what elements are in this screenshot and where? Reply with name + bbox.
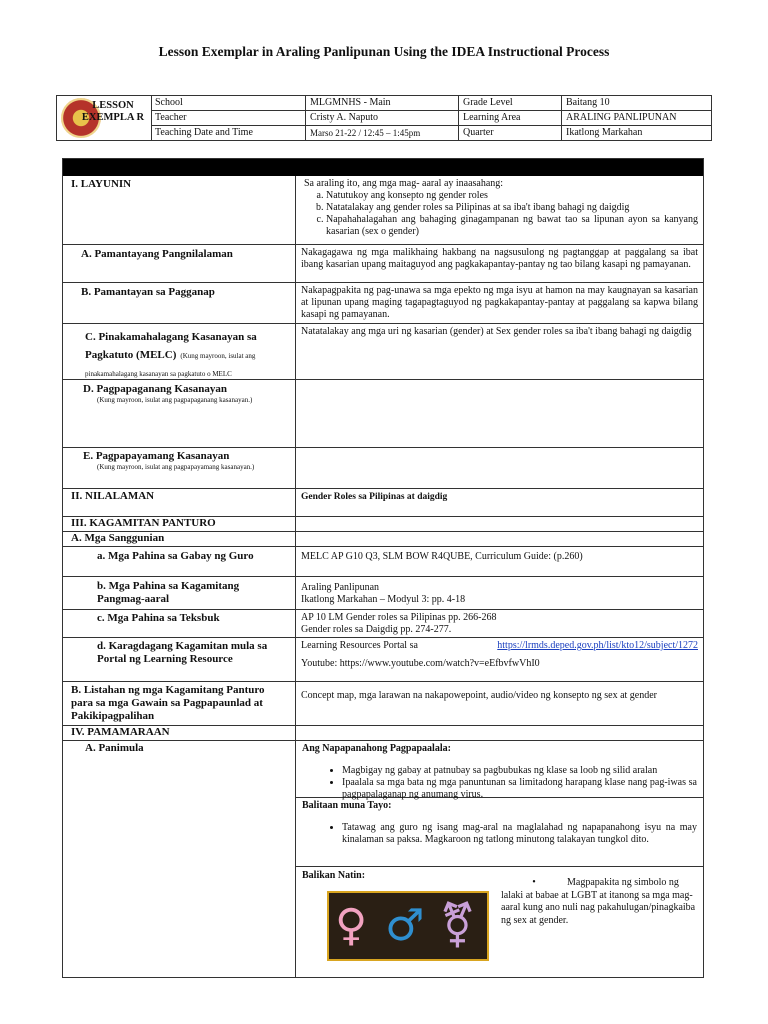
karagdagang-label: d. Karagdagang Kagamitan mula sa Portal ng Learning Resource [97, 640, 268, 665]
kagamitang-label: b. Mga Pahina sa Kagamitang Pangmag-aaral [97, 580, 240, 605]
value-school: MLGMNHS - Main [306, 96, 459, 111]
kagamitan-label: III. KAGAMITAN PANTURO [71, 517, 216, 529]
header-table [56, 95, 712, 141]
pagganap-text: Nakapagpakita ng pag-unawa sa mga epekto ng mga isyu at hamon na may kaugnayan sa kasarian at lipunan upang maging tagapagtaguyod ng pagkakapantay-pantay at paggalang sa kapwa bilang kasapi ng pamayanan. [301, 285, 698, 320]
lesson-table [62, 158, 704, 978]
pagpapayamang-label: E. Pagpapayamang Kasanayan [83, 450, 230, 462]
label-date-time: Teaching Date and Time [151, 126, 306, 141]
list-item: b. Natatalakay ang gender roles sa Pilipinas at sa iba't ibang bahagi ng daigdig [326, 202, 698, 214]
value-grade-level: Baitang 10 [562, 96, 711, 111]
pagpapaganang-note: (Kung mayroon, isulat ang pagpapaganang kasanayan.) [97, 396, 253, 404]
row-pagpapayamang [63, 448, 703, 489]
panimula-label: A. Panimula [85, 742, 144, 754]
row-melc [63, 324, 703, 380]
nilalaman-text: Gender Roles sa Pilipinas at daigdig [301, 492, 448, 502]
balikan-heading: Balikan Natin: [302, 870, 366, 881]
lr-portal-link[interactable]: https://lrmds.deped.gov.ph/list/kto12/subject/1272 [497, 640, 698, 651]
youtube-text: Youtube: https://www.youtube.com/watch?v=eEfbvfwVhI0 [301, 658, 540, 669]
pamamaraan-label: IV. PAMAMARAAN [71, 726, 170, 738]
logo-text: LESSON EXEMPLA R [81, 100, 145, 123]
row-teksbuk [63, 610, 703, 638]
pagganap-label: B. Pamantayan sa Pagganap [81, 286, 215, 298]
value-date-time: Marso 21-22 / 12:45 – 1:45pm [306, 126, 459, 141]
listahan-label: B. Listahan ng mga Kagamitang Panturo para sa mga Gawain sa Pagpapaunlad at Pakikipagpalihan [71, 684, 265, 722]
row-kagamitan [63, 517, 703, 532]
row-karagdagang [63, 638, 703, 682]
row-pagganap [63, 283, 703, 324]
balitaan-heading: Balitaan muna Tayo: [302, 800, 392, 811]
melc-label: C. Pinakamahalagang Kasanayan sa Pagkatuto (MELC) [85, 331, 257, 361]
pangnilalaman-text: Nakagagawa ng mga malikhaing hakbang na nagsusulong ng pagtanggap at paggalang sa ibat ibang kasarian upang maitaguyod ang pagkakapantay-pantay ng tao bilang kasapi ng pamayanan. [301, 247, 698, 270]
male-symbol-icon: ♂ [385, 900, 425, 951]
kagamitang-line2: Ikatlong Markahan – Modyul 3: pp. 4-18 [301, 594, 466, 605]
pagpapaganang-label: D. Pagpapaganang Kasanayan [83, 383, 227, 395]
label-grade-level: Grade Level [459, 96, 562, 111]
gabay-text: MELC AP G10 Q3, SLM BOW R4QUBE, Curriculum Guide: (p.260) [301, 551, 583, 562]
label-quarter: Quarter [459, 126, 562, 141]
list-item: • Magbigay ng gabay at patnubay sa pagbubukas ng klase sa loob ng silid aralan [342, 765, 697, 777]
napapanahong-list [302, 765, 697, 801]
list-item: a. Natutukoy ang konsepto ng gender roles [326, 190, 698, 202]
row-layunin [63, 176, 703, 245]
balikan-bullet: • Magpapakita ng simbolo ng lalaki at babae at LGBT at itanong sa mga mag-aaral kung ano nuli nag pakahulugan/pinagkaiba ng sex at gender. [501, 877, 696, 926]
row-sanggunian [63, 532, 703, 547]
row-listahan [63, 682, 703, 726]
female-symbol-icon: ♀ [335, 900, 368, 951]
label-school: School [151, 96, 306, 111]
row-pamamaraan [63, 726, 703, 741]
row-nilalaman [63, 489, 703, 517]
label-teacher: Teacher [151, 111, 306, 126]
sanggunian-label: A. Mga Sanggunian [71, 532, 165, 544]
transgender-symbol-icon: ⚧ [439, 900, 476, 951]
value-learning-area: ARALING PANLIPUNAN [562, 111, 711, 126]
row-pangnilalaman [63, 245, 703, 283]
teksbuk-line1: AP 10 LM Gender roles sa Pilipinas pp. 266-268 [301, 612, 497, 623]
gabay-label: a. Mga Pahina sa Gabay ng Guro [97, 550, 254, 562]
row-gabay [63, 547, 703, 577]
layunin-label: I. LAYUNIN [71, 178, 132, 190]
value-teacher: Cristy A. Naputo [306, 111, 459, 126]
list-item: • Ipaalala sa mga bata ng mga panuntunan sa limitadong harapang klase nang pag-iwas sa pagpapalaganap ng anumang virus. [342, 777, 697, 801]
layunin-intro: Sa araling ito, ang mga mag- aaral ay inaasahang: [304, 178, 504, 189]
layunin-list [304, 190, 698, 238]
value-quarter: Ikatlong Markahan [566, 127, 643, 138]
list-item: • Tatawag ang guro ng isang mag-aral na maglalahad ng napapanahong isyu na may kinalaman sa paksa. Magkaroon ng tatlong minutong talakayan tungkol dito. [342, 822, 697, 846]
kagamitang-line1: Araling Panlipunan [301, 582, 380, 593]
row-kagamitang [63, 577, 703, 610]
melc-note: (Kung mayroon, isulat ang pinakamahalagang kasanayan sa pagkatuto o MELC [85, 352, 256, 378]
lr-portal-text: Learning Resources Portal sa [301, 640, 418, 651]
pangnilalaman-label: A. Pamantayang Pangnilalaman [81, 248, 233, 260]
table-header-bar [63, 159, 703, 176]
label-learning-area: Learning Area [459, 111, 562, 126]
balikan-text: Magpapakita ng simbolo ng lalaki at babae at LGBT at itanong sa mga mag-aaral kung ano nuli nag pakahulugan/pinagkaiba ng sex at gender. [501, 877, 696, 926]
listahan-text: Concept map, mga larawan na nakapowepoint, audio/video ng konsepto ng sex at gender [301, 690, 658, 701]
list-item: c. Napahahalagahan ang bahaging ginagampanan ng bawat tao sa lipunan ayon sa kanyang kasarian (sex o gender) [326, 214, 698, 238]
row-panimula [63, 741, 703, 978]
logo-cell [57, 96, 152, 140]
teksbuk-label: c. Mga Pahina sa Teksbuk [97, 612, 220, 624]
melc-text: Natatalakay ang mga uri ng kasarian (gender) at Sex gender roles sa iba't ibang bahagi ng daigdig [301, 326, 692, 337]
balitaan-list [302, 822, 697, 846]
gender-symbols-image [327, 891, 489, 961]
nilalaman-label: II. NILALAMAN [71, 490, 155, 502]
document-title: Lesson Exemplar in Araling Panlipunan Using the IDEA Instructional Process [158, 44, 610, 59]
row-pagpapaganang [63, 380, 703, 448]
pagpapayamang-note: (Kung mayroon, isulat ang pagpapayamang kasanayan.) [97, 463, 255, 471]
teksbuk-line2: Gender roles sa Daigdig pp. 274-277. [301, 624, 452, 635]
napapanahong-heading: Ang Napapanahong Pagpapaalala: [302, 743, 451, 754]
